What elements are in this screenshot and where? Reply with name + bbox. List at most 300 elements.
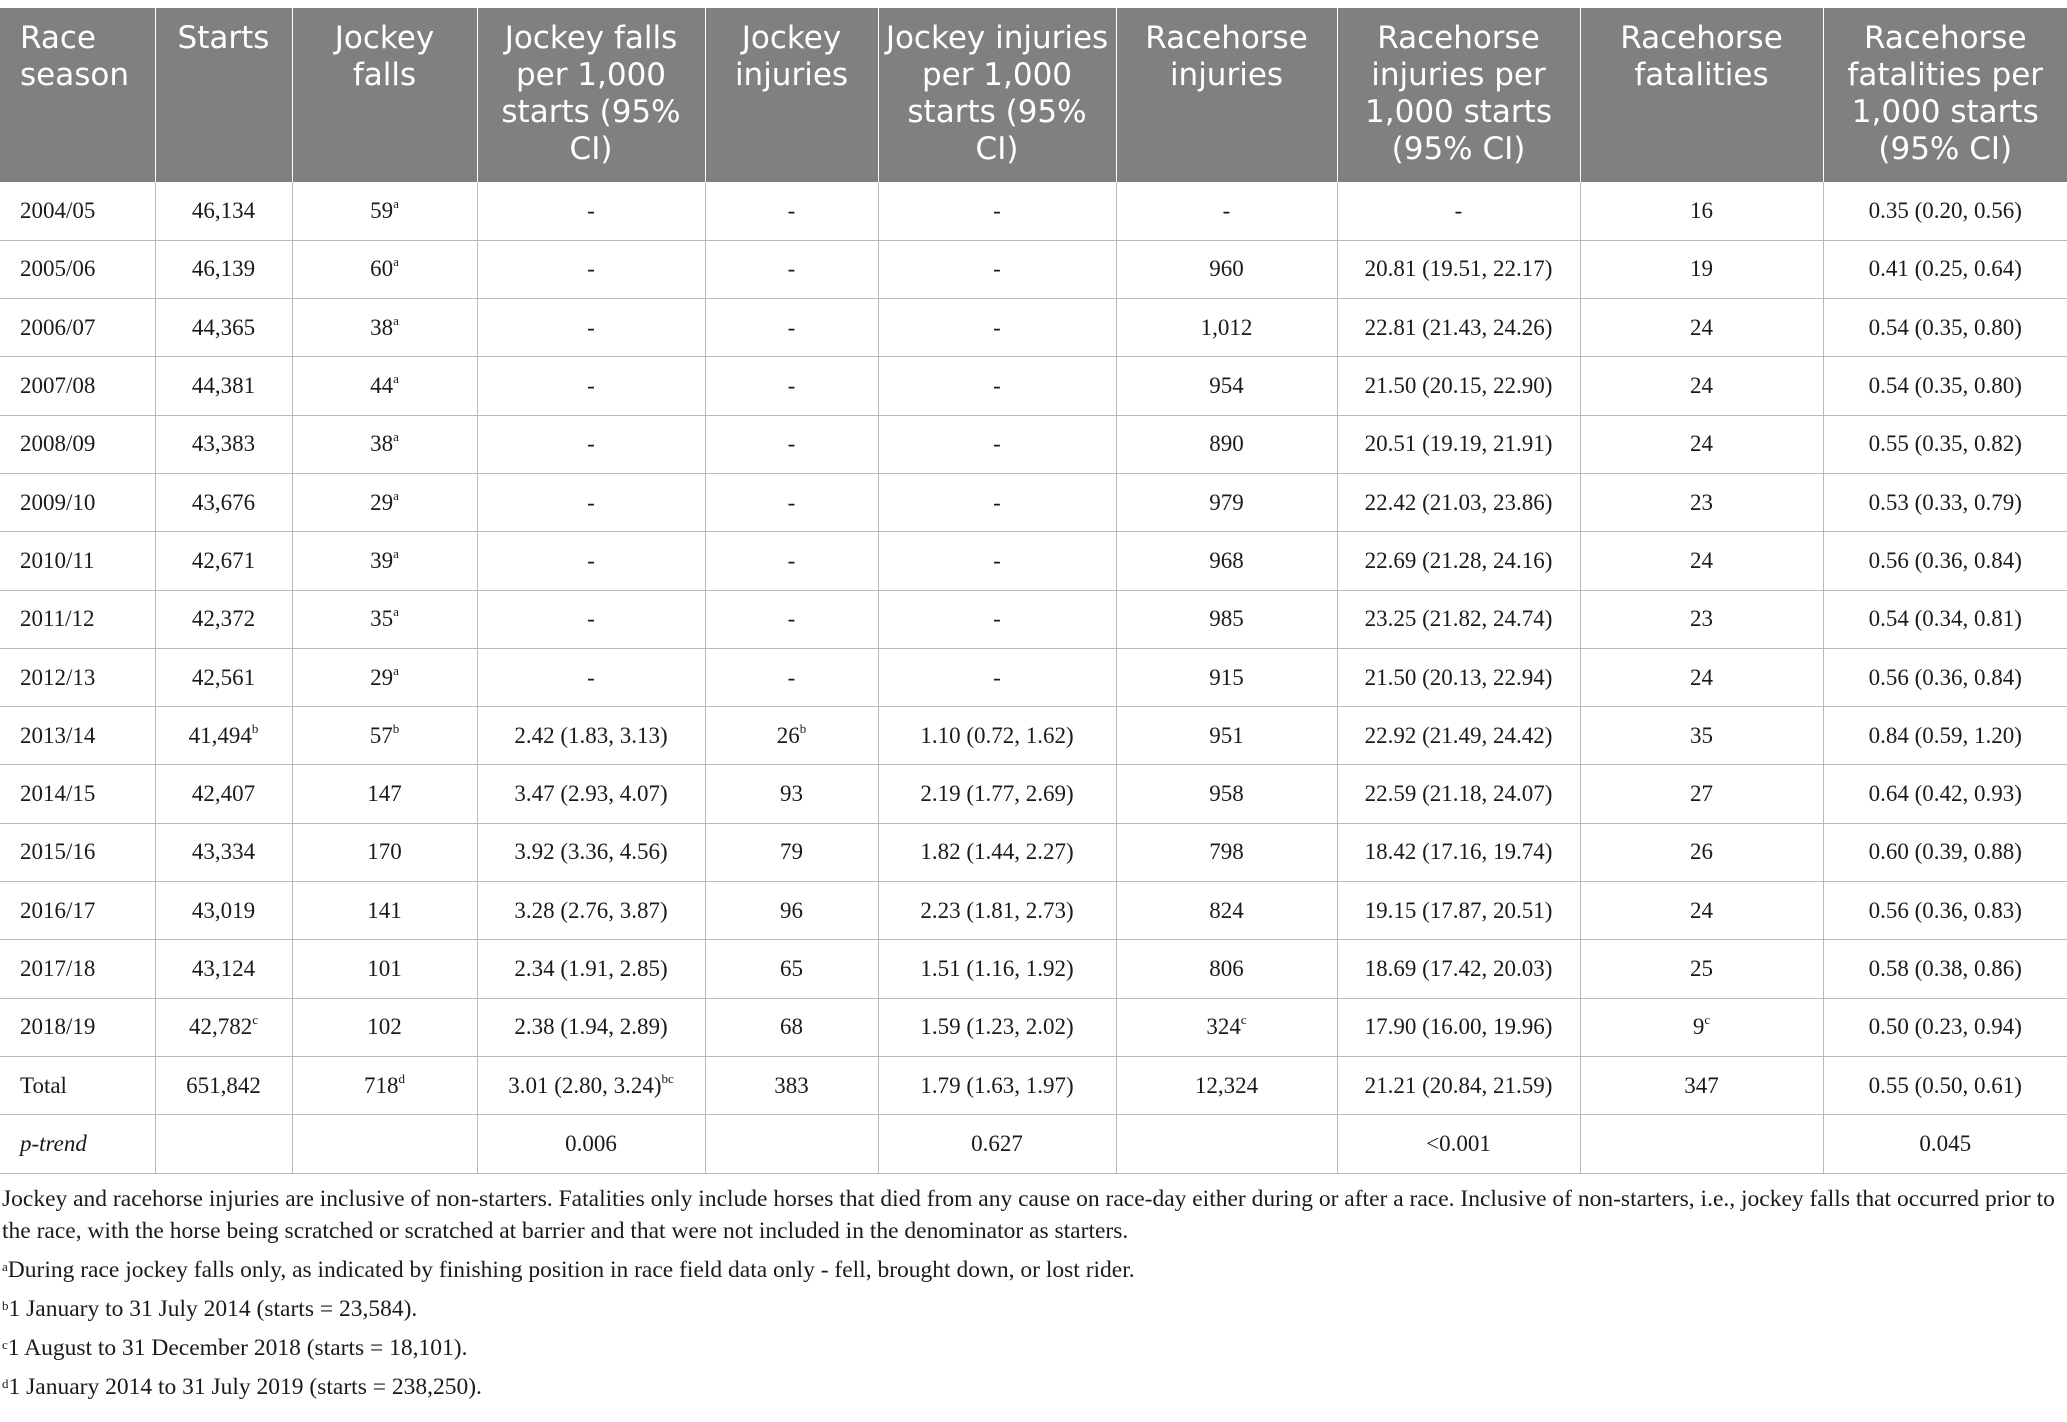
table-row — [0, 590, 2067, 648]
cell-jockey-falls — [292, 415, 477, 473]
cell-season-value: 2012/13 — [20, 664, 96, 690]
cell-jockey-falls-value: 101 — [367, 956, 402, 981]
cell-racehorse-injuries-value: 951 — [1209, 722, 1244, 748]
cell-racehorse-injuries-rate — [1337, 240, 1580, 298]
cell-racehorse-injuries-value: 12,324 — [1194, 1072, 1259, 1098]
cell-jockey-injuries — [705, 648, 878, 706]
cell-season-value: 2009/10 — [20, 489, 96, 515]
cell-starts — [155, 415, 292, 473]
table-row — [0, 240, 2067, 298]
header-jockey-falls: Jockey falls — [292, 8, 477, 182]
cell-jockey-injuries — [705, 823, 878, 881]
cell-starts — [155, 590, 292, 648]
cell-racehorse-injuries-rate-value: 21.50 (20.15, 22.90) — [1364, 373, 1553, 399]
cell-starts-value: 42,561 — [191, 664, 256, 690]
table-row — [0, 532, 2067, 590]
cell-jockey-falls — [292, 823, 477, 881]
table-row — [0, 473, 2067, 531]
header-race-season: Race season — [0, 8, 155, 182]
cell-racehorse-injuries-rate — [1337, 299, 1580, 357]
cell-racehorse-fatalities-rate-value: 0.84 (0.59, 1.20) — [1868, 722, 2022, 748]
cell-racehorse-fatalities-value: 24 — [1690, 314, 1713, 340]
p-trend-jir: 0.627 — [878, 1115, 1116, 1173]
cell-jockey-falls-rate — [477, 940, 705, 998]
cell-racehorse-injuries-value: 824 — [1209, 897, 1244, 923]
cell-season — [0, 299, 155, 357]
cell-racehorse-injuries-rate — [1337, 707, 1580, 765]
cell-jockey-falls-rate — [477, 765, 705, 823]
table-row — [0, 1056, 2067, 1114]
cell-jockey-falls — [292, 707, 477, 765]
header-racehorse-fatalities-rate: Racehorse fatalities per 1,000 starts (95% CI) — [1823, 8, 2067, 182]
cell-season — [0, 998, 155, 1056]
cell-jockey-falls-rate-value: - — [587, 314, 595, 340]
footnote-marker: a — [393, 604, 399, 620]
footnote-d — [2, 1371, 2067, 1403]
cell-jockey-injuries-value: 26 — [776, 722, 800, 748]
cell-racehorse-injuries-rate — [1337, 182, 1580, 240]
cell-racehorse-fatalities — [1580, 765, 1823, 823]
cell-season — [0, 532, 155, 590]
cell-starts-value: 44,381 — [191, 373, 256, 399]
footnote-marker: a — [393, 195, 399, 211]
cell-racehorse-injuries-rate — [1337, 1056, 1580, 1114]
cell-jockey-injuries-value: - — [787, 314, 796, 340]
cell-racehorse-injuries-rate-value: 22.59 (21.18, 24.07) — [1364, 781, 1553, 807]
footnote-a-text: During race jockey falls only, as indicated by finishing position in race field data only - fell, brought down, or lost rider. — [7, 1257, 1135, 1283]
cell-racehorse-injuries — [1116, 415, 1337, 473]
table-row — [0, 998, 2067, 1056]
cell-racehorse-injuries-rate — [1337, 648, 1580, 706]
cell-season-value: 2007/08 — [20, 373, 96, 399]
cell-starts — [155, 648, 292, 706]
footnote-marker: a — [393, 254, 399, 270]
table-row — [0, 707, 2067, 765]
cell-racehorse-injuries-rate-value: 21.21 (20.84, 21.59) — [1364, 1072, 1553, 1098]
table-row — [0, 940, 2067, 998]
cell-racehorse-fatalities — [1580, 823, 1823, 881]
footnote-marker: d — [398, 1070, 405, 1086]
cell-racehorse-injuries — [1116, 532, 1337, 590]
header-jockey-injuries: Jockey injuries — [705, 8, 878, 182]
cell-racehorse-fatalities-value: 27 — [1690, 781, 1713, 807]
cell-jockey-falls-rate — [477, 707, 705, 765]
p-trend-empty-cell — [1580, 1115, 1823, 1173]
cell-jockey-falls-rate-value: 3.92 (3.36, 4.56) — [514, 839, 668, 865]
cell-jockey-injuries-rate — [878, 415, 1116, 473]
cell-season-value: 2006/07 — [20, 314, 96, 340]
p-trend-empty-cell — [292, 1115, 477, 1173]
cell-racehorse-fatalities-rate-value: 0.56 (0.36, 0.84) — [1868, 547, 2022, 573]
cell-jockey-falls-value: 29 — [370, 664, 394, 690]
cell-racehorse-injuries-rate — [1337, 357, 1580, 415]
cell-jockey-falls-rate-value: 2.38 (1.94, 2.89) — [514, 1014, 668, 1040]
cell-jockey-falls-rate-value: 2.34 (1.91, 2.85) — [514, 956, 668, 981]
cell-jockey-falls-value: 35 — [370, 606, 394, 632]
cell-racehorse-injuries — [1116, 357, 1337, 415]
cell-season — [0, 1056, 155, 1114]
footnote-c — [2, 1332, 2067, 1364]
footnote-marker: a — [393, 662, 399, 678]
cell-racehorse-injuries-rate — [1337, 823, 1580, 881]
cell-jockey-injuries-rate — [878, 240, 1116, 298]
cell-racehorse-injuries — [1116, 823, 1337, 881]
cell-racehorse-fatalities-rate — [1823, 532, 2067, 590]
cell-racehorse-fatalities-value: 347 — [1684, 1072, 1719, 1098]
cell-racehorse-injuries-value: 979 — [1209, 489, 1244, 515]
cell-racehorse-injuries-rate-value: 22.81 (21.43, 24.26) — [1364, 314, 1553, 340]
cell-racehorse-injuries-rate — [1337, 415, 1580, 473]
cell-jockey-injuries-rate — [878, 182, 1116, 240]
cell-jockey-falls-value: 170 — [367, 839, 402, 865]
cell-starts-value: 43,383 — [191, 431, 256, 457]
cell-season-value: 2013/14 — [20, 722, 96, 748]
cell-jockey-falls-rate-value: 2.42 (1.83, 3.13) — [514, 722, 668, 748]
cell-jockey-falls-value: 141 — [367, 897, 402, 923]
cell-jockey-falls — [292, 765, 477, 823]
cell-season — [0, 182, 155, 240]
cell-jockey-falls-rate-value: - — [587, 373, 595, 399]
cell-racehorse-fatalities — [1580, 998, 1823, 1056]
cell-racehorse-injuries-value: 915 — [1209, 664, 1244, 690]
cell-jockey-falls-value: 39 — [370, 547, 394, 573]
cell-racehorse-injuries-rate-value: 22.69 (21.28, 24.16) — [1364, 547, 1553, 573]
cell-jockey-injuries-value: 68 — [780, 1014, 803, 1040]
cell-racehorse-injuries-rate-value: 23.25 (21.82, 24.74) — [1364, 606, 1553, 632]
cell-racehorse-fatalities-rate-value: 0.54 (0.35, 0.80) — [1868, 314, 2022, 340]
table-footnotes — [0, 1183, 2067, 1410]
cell-racehorse-fatalities-rate — [1823, 998, 2067, 1056]
cell-racehorse-fatalities-rate — [1823, 940, 2067, 998]
cell-jockey-falls — [292, 590, 477, 648]
cell-season — [0, 648, 155, 706]
cell-racehorse-injuries-value: 324 — [1206, 1014, 1241, 1040]
cell-season — [0, 357, 155, 415]
cell-jockey-falls — [292, 182, 477, 240]
cell-jockey-injuries-rate — [878, 357, 1116, 415]
header-racehorse-injuries-rate: Racehorse injuries per 1,000 starts (95% CI) — [1337, 8, 1580, 182]
footnote-main: Jockey and racehorse injuries are inclusive of non-starters. Fatalities only include horses that died from any cause on race-day either during or after a race. Inclusive of non-starters, i.e., jockey falls that occurred prior to the race, with the horse being scratched or scratched at barrier and that were not included in the denominator as starters. — [2, 1186, 2055, 1244]
cell-racehorse-fatalities-value: 24 — [1690, 897, 1713, 923]
cell-racehorse-fatalities-rate-value: 0.60 (0.39, 0.88) — [1868, 839, 2022, 865]
injury-table — [0, 8, 2067, 1174]
cell-season — [0, 823, 155, 881]
cell-jockey-injuries-rate — [878, 1056, 1116, 1114]
cell-jockey-injuries-rate-value: 2.23 (1.81, 2.73) — [920, 897, 1074, 923]
cell-jockey-injuries-rate-value: - — [993, 197, 1001, 223]
cell-racehorse-fatalities-rate — [1823, 648, 2067, 706]
cell-jockey-injuries — [705, 707, 878, 765]
cell-racehorse-fatalities — [1580, 882, 1823, 940]
cell-racehorse-injuries-value: - — [1222, 197, 1231, 223]
cell-racehorse-injuries — [1116, 1056, 1337, 1114]
cell-racehorse-injuries-rate-value: 21.50 (20.13, 22.94) — [1364, 664, 1553, 690]
cell-season-value: 2014/15 — [20, 781, 96, 807]
cell-racehorse-fatalities — [1580, 182, 1823, 240]
cell-racehorse-fatalities-rate-value: 0.55 (0.50, 0.61) — [1868, 1072, 2022, 1098]
table-header — [0, 8, 2067, 182]
cell-starts-value: 42,407 — [191, 781, 256, 807]
footnote-marker: c — [1704, 1012, 1711, 1028]
cell-jockey-falls-value: 38 — [370, 431, 394, 457]
cell-racehorse-fatalities-value: 26 — [1690, 839, 1713, 865]
cell-jockey-injuries — [705, 473, 878, 531]
cell-jockey-injuries-value: - — [787, 256, 796, 282]
cell-jockey-falls-rate-value: - — [587, 606, 595, 632]
cell-jockey-falls-rate — [477, 823, 705, 881]
cell-starts — [155, 357, 292, 415]
cell-racehorse-injuries-value: 1,012 — [1200, 314, 1253, 340]
table-wrapper — [0, 8, 2067, 1174]
cell-jockey-falls — [292, 357, 477, 415]
cell-jockey-falls-rate-value: 3.28 (2.76, 3.87) — [514, 897, 668, 923]
cell-racehorse-injuries-rate — [1337, 765, 1580, 823]
cell-racehorse-injuries-value: 806 — [1209, 956, 1244, 981]
cell-racehorse-fatalities-rate — [1823, 707, 2067, 765]
cell-racehorse-fatalities-rate-value: 0.54 (0.35, 0.80) — [1868, 373, 2022, 399]
table-row — [0, 182, 2067, 240]
cell-racehorse-fatalities-rate — [1823, 823, 2067, 881]
footnote-marker: a — [393, 545, 399, 561]
cell-jockey-injuries — [705, 299, 878, 357]
cell-jockey-falls — [292, 882, 477, 940]
cell-racehorse-fatalities — [1580, 532, 1823, 590]
cell-jockey-injuries — [705, 1056, 878, 1114]
cell-jockey-falls-rate-value: - — [587, 664, 595, 690]
cell-starts — [155, 882, 292, 940]
cell-starts-value: 42,671 — [191, 547, 256, 573]
cell-season — [0, 590, 155, 648]
cell-jockey-injuries-rate — [878, 590, 1116, 648]
cell-jockey-injuries — [705, 532, 878, 590]
cell-jockey-falls-rate — [477, 240, 705, 298]
cell-season-value: 2010/11 — [20, 547, 95, 573]
cell-jockey-falls — [292, 532, 477, 590]
cell-jockey-injuries-rate — [878, 765, 1116, 823]
cell-racehorse-injuries-value: 954 — [1209, 373, 1244, 399]
cell-jockey-falls — [292, 240, 477, 298]
cell-jockey-injuries-value: 96 — [780, 897, 803, 923]
cell-racehorse-injuries-rate — [1337, 473, 1580, 531]
cell-racehorse-injuries-rate-value: 17.90 (16.00, 19.96) — [1364, 1014, 1553, 1040]
cell-racehorse-injuries-rate-value: 18.42 (17.16, 19.74) — [1364, 839, 1553, 865]
cell-jockey-injuries — [705, 357, 878, 415]
cell-starts — [155, 182, 292, 240]
cell-jockey-injuries-rate-value: 1.10 (0.72, 1.62) — [920, 722, 1074, 748]
cell-season-value: Total — [20, 1072, 67, 1098]
cell-jockey-injuries — [705, 940, 878, 998]
cell-racehorse-fatalities-rate-value: 0.54 (0.34, 0.81) — [1868, 606, 2022, 632]
cell-jockey-falls-rate — [477, 998, 705, 1056]
cell-racehorse-fatalities-value: 19 — [1690, 256, 1713, 282]
table-row — [0, 823, 2067, 881]
cell-jockey-falls-rate-value: 3.47 (2.93, 4.07) — [514, 781, 668, 807]
cell-jockey-injuries-value: 65 — [780, 956, 803, 981]
cell-racehorse-fatalities-value: 25 — [1690, 956, 1713, 981]
cell-jockey-injuries-rate-value: - — [993, 373, 1001, 399]
cell-season — [0, 415, 155, 473]
cell-jockey-falls-rate — [477, 415, 705, 473]
cell-racehorse-fatalities-rate — [1823, 882, 2067, 940]
cell-jockey-injuries-rate-value: 1.51 (1.16, 1.92) — [920, 956, 1074, 981]
cell-jockey-injuries-rate-value: - — [993, 431, 1001, 457]
cell-jockey-injuries-value: - — [787, 547, 796, 573]
cell-racehorse-fatalities-rate-value: 0.35 (0.20, 0.56) — [1868, 197, 2022, 223]
cell-starts — [155, 1056, 292, 1114]
footnote-c-mark: c — [2, 1337, 8, 1352]
footnote-marker: b — [799, 720, 807, 736]
cell-jockey-falls-value: 44 — [370, 373, 394, 399]
cell-racehorse-injuries — [1116, 707, 1337, 765]
cell-jockey-injuries-rate-value: 1.79 (1.63, 1.97) — [920, 1072, 1074, 1098]
cell-racehorse-fatalities-value: 23 — [1690, 489, 1713, 515]
p-trend-empty-cell — [155, 1115, 292, 1173]
cell-racehorse-injuries-value: 890 — [1209, 431, 1244, 457]
cell-season-value: 2004/05 — [20, 197, 96, 223]
cell-jockey-injuries-rate — [878, 299, 1116, 357]
header-jockey-falls-rate: Jockey falls per 1,000 starts (95% CI) — [477, 8, 705, 182]
cell-jockey-injuries-value: - — [787, 664, 796, 690]
cell-jockey-injuries-rate — [878, 473, 1116, 531]
cell-racehorse-fatalities-rate-value: 0.50 (0.23, 0.94) — [1868, 1014, 2022, 1040]
cell-starts-value: 651,842 — [186, 1072, 261, 1098]
cell-racehorse-fatalities-value: 16 — [1690, 197, 1713, 223]
cell-jockey-falls-rate — [477, 648, 705, 706]
cell-racehorse-injuries-value: 960 — [1209, 256, 1244, 282]
cell-racehorse-fatalities — [1580, 648, 1823, 706]
table-row — [0, 765, 2067, 823]
cell-jockey-injuries — [705, 998, 878, 1056]
cell-jockey-falls-rate-value: 3.01 (2.80, 3.24) — [508, 1072, 662, 1098]
cell-racehorse-fatalities-value: 24 — [1690, 664, 1713, 690]
cell-racehorse-injuries-value: 985 — [1209, 606, 1244, 632]
cell-starts-value: 42,782 — [188, 1014, 253, 1040]
cell-racehorse-injuries — [1116, 473, 1337, 531]
cell-jockey-injuries-value: 383 — [774, 1072, 809, 1098]
cell-jockey-falls-rate-value: - — [587, 489, 595, 515]
cell-racehorse-fatalities-value: 24 — [1690, 373, 1713, 399]
cell-jockey-injuries — [705, 240, 878, 298]
table-body — [0, 182, 2067, 1173]
cell-jockey-injuries-rate — [878, 823, 1116, 881]
cell-jockey-injuries-rate-value: 2.19 (1.77, 2.69) — [920, 781, 1074, 807]
cell-starts-value: 44,365 — [191, 314, 256, 340]
cell-jockey-falls-value: 102 — [367, 1014, 402, 1040]
cell-starts — [155, 998, 292, 1056]
cell-racehorse-injuries-rate — [1337, 998, 1580, 1056]
cell-jockey-injuries-rate — [878, 998, 1116, 1056]
cell-jockey-injuries-rate — [878, 707, 1116, 765]
cell-jockey-falls-rate-value: - — [587, 547, 595, 573]
cell-racehorse-fatalities — [1580, 473, 1823, 531]
cell-jockey-falls-rate — [477, 590, 705, 648]
cell-racehorse-fatalities — [1580, 590, 1823, 648]
footnote-c-text: 1 August to 31 December 2018 (starts = 18,101). — [7, 1335, 468, 1361]
cell-racehorse-injuries-value: 958 — [1209, 781, 1244, 807]
cell-jockey-injuries — [705, 182, 878, 240]
footnote-a-mark: a — [2, 1259, 8, 1274]
cell-jockey-injuries-rate — [878, 648, 1116, 706]
cell-jockey-injuries — [705, 415, 878, 473]
cell-racehorse-fatalities-rate-value: 0.56 (0.36, 0.83) — [1868, 897, 2022, 923]
cell-jockey-injuries-rate-value: 1.59 (1.23, 2.02) — [920, 1014, 1074, 1040]
cell-season-value: 2015/16 — [20, 839, 96, 865]
footnote-marker: c — [1240, 1012, 1247, 1028]
cell-starts-value: 46,134 — [191, 197, 256, 223]
cell-jockey-falls — [292, 299, 477, 357]
cell-racehorse-fatalities-rate — [1823, 182, 2067, 240]
cell-starts — [155, 473, 292, 531]
cell-jockey-injuries-value: 93 — [780, 781, 803, 807]
cell-racehorse-fatalities — [1580, 299, 1823, 357]
table-row — [0, 648, 2067, 706]
cell-racehorse-fatalities-value: 24 — [1690, 431, 1713, 457]
cell-jockey-injuries — [705, 765, 878, 823]
cell-jockey-falls-rate-value: - — [587, 431, 595, 457]
cell-season-value: 2016/17 — [20, 897, 96, 923]
footnote-marker: a — [393, 429, 399, 445]
footnote-d-mark: d — [2, 1376, 9, 1391]
cell-starts — [155, 940, 292, 998]
cell-racehorse-injuries-rate-value: 22.92 (21.49, 24.42) — [1364, 722, 1553, 748]
cell-jockey-falls-rate — [477, 882, 705, 940]
cell-racehorse-fatalities-rate-value: 0.41 (0.25, 0.64) — [1868, 256, 2022, 282]
cell-starts-value: 42,372 — [191, 606, 256, 632]
footnote-marker: c — [252, 1012, 259, 1028]
header-racehorse-injuries: Racehorse injuries — [1116, 8, 1337, 182]
cell-season-value: 2005/06 — [20, 256, 96, 282]
cell-racehorse-injuries-value: 968 — [1209, 547, 1244, 573]
cell-racehorse-fatalities-rate-value: 0.64 (0.42, 0.93) — [1868, 781, 2022, 807]
cell-jockey-injuries-value: - — [787, 197, 796, 223]
p-trend-hir: <0.001 — [1337, 1115, 1580, 1173]
cell-racehorse-fatalities-rate — [1823, 240, 2067, 298]
cell-jockey-injuries-value: - — [787, 431, 796, 457]
cell-season-value: 2017/18 — [20, 956, 96, 981]
footnote-d-text: 1 January 2014 to 31 July 2019 (starts = 238,250). — [8, 1374, 482, 1400]
cell-jockey-injuries-value: - — [787, 489, 796, 515]
table-row — [0, 357, 2067, 415]
cell-jockey-injuries-rate-value: - — [993, 606, 1001, 632]
cell-racehorse-fatalities-rate-value: 0.58 (0.38, 0.86) — [1868, 956, 2022, 981]
cell-racehorse-injuries — [1116, 940, 1337, 998]
cell-jockey-falls-value: 59 — [370, 197, 394, 223]
cell-racehorse-injuries-rate-value: 20.81 (19.51, 22.17) — [1364, 256, 1553, 282]
cell-racehorse-fatalities — [1580, 240, 1823, 298]
cell-starts — [155, 299, 292, 357]
cell-jockey-falls-value: 29 — [370, 489, 394, 515]
cell-jockey-injuries-value: 79 — [780, 839, 803, 865]
cell-racehorse-injuries-rate-value: - — [1454, 197, 1463, 223]
footnote-marker: a — [393, 487, 399, 503]
p-trend-hfr: 0.045 — [1823, 1115, 2067, 1173]
table-row — [0, 415, 2067, 473]
cell-racehorse-injuries — [1116, 240, 1337, 298]
cell-jockey-falls-value: 60 — [370, 256, 394, 282]
cell-racehorse-fatalities — [1580, 357, 1823, 415]
cell-racehorse-fatalities-rate-value: 0.53 (0.33, 0.79) — [1868, 489, 2022, 515]
cell-racehorse-fatalities-rate — [1823, 1056, 2067, 1114]
cell-racehorse-injuries-rate-value: 20.51 (19.19, 21.91) — [1364, 431, 1553, 457]
cell-jockey-injuries-rate-value: - — [993, 664, 1001, 690]
cell-jockey-falls — [292, 998, 477, 1056]
table-row — [0, 299, 2067, 357]
cell-season — [0, 240, 155, 298]
cell-racehorse-fatalities-rate — [1823, 415, 2067, 473]
cell-jockey-injuries-value: - — [787, 373, 796, 399]
footnote-marker: a — [393, 371, 399, 387]
cell-starts — [155, 240, 292, 298]
